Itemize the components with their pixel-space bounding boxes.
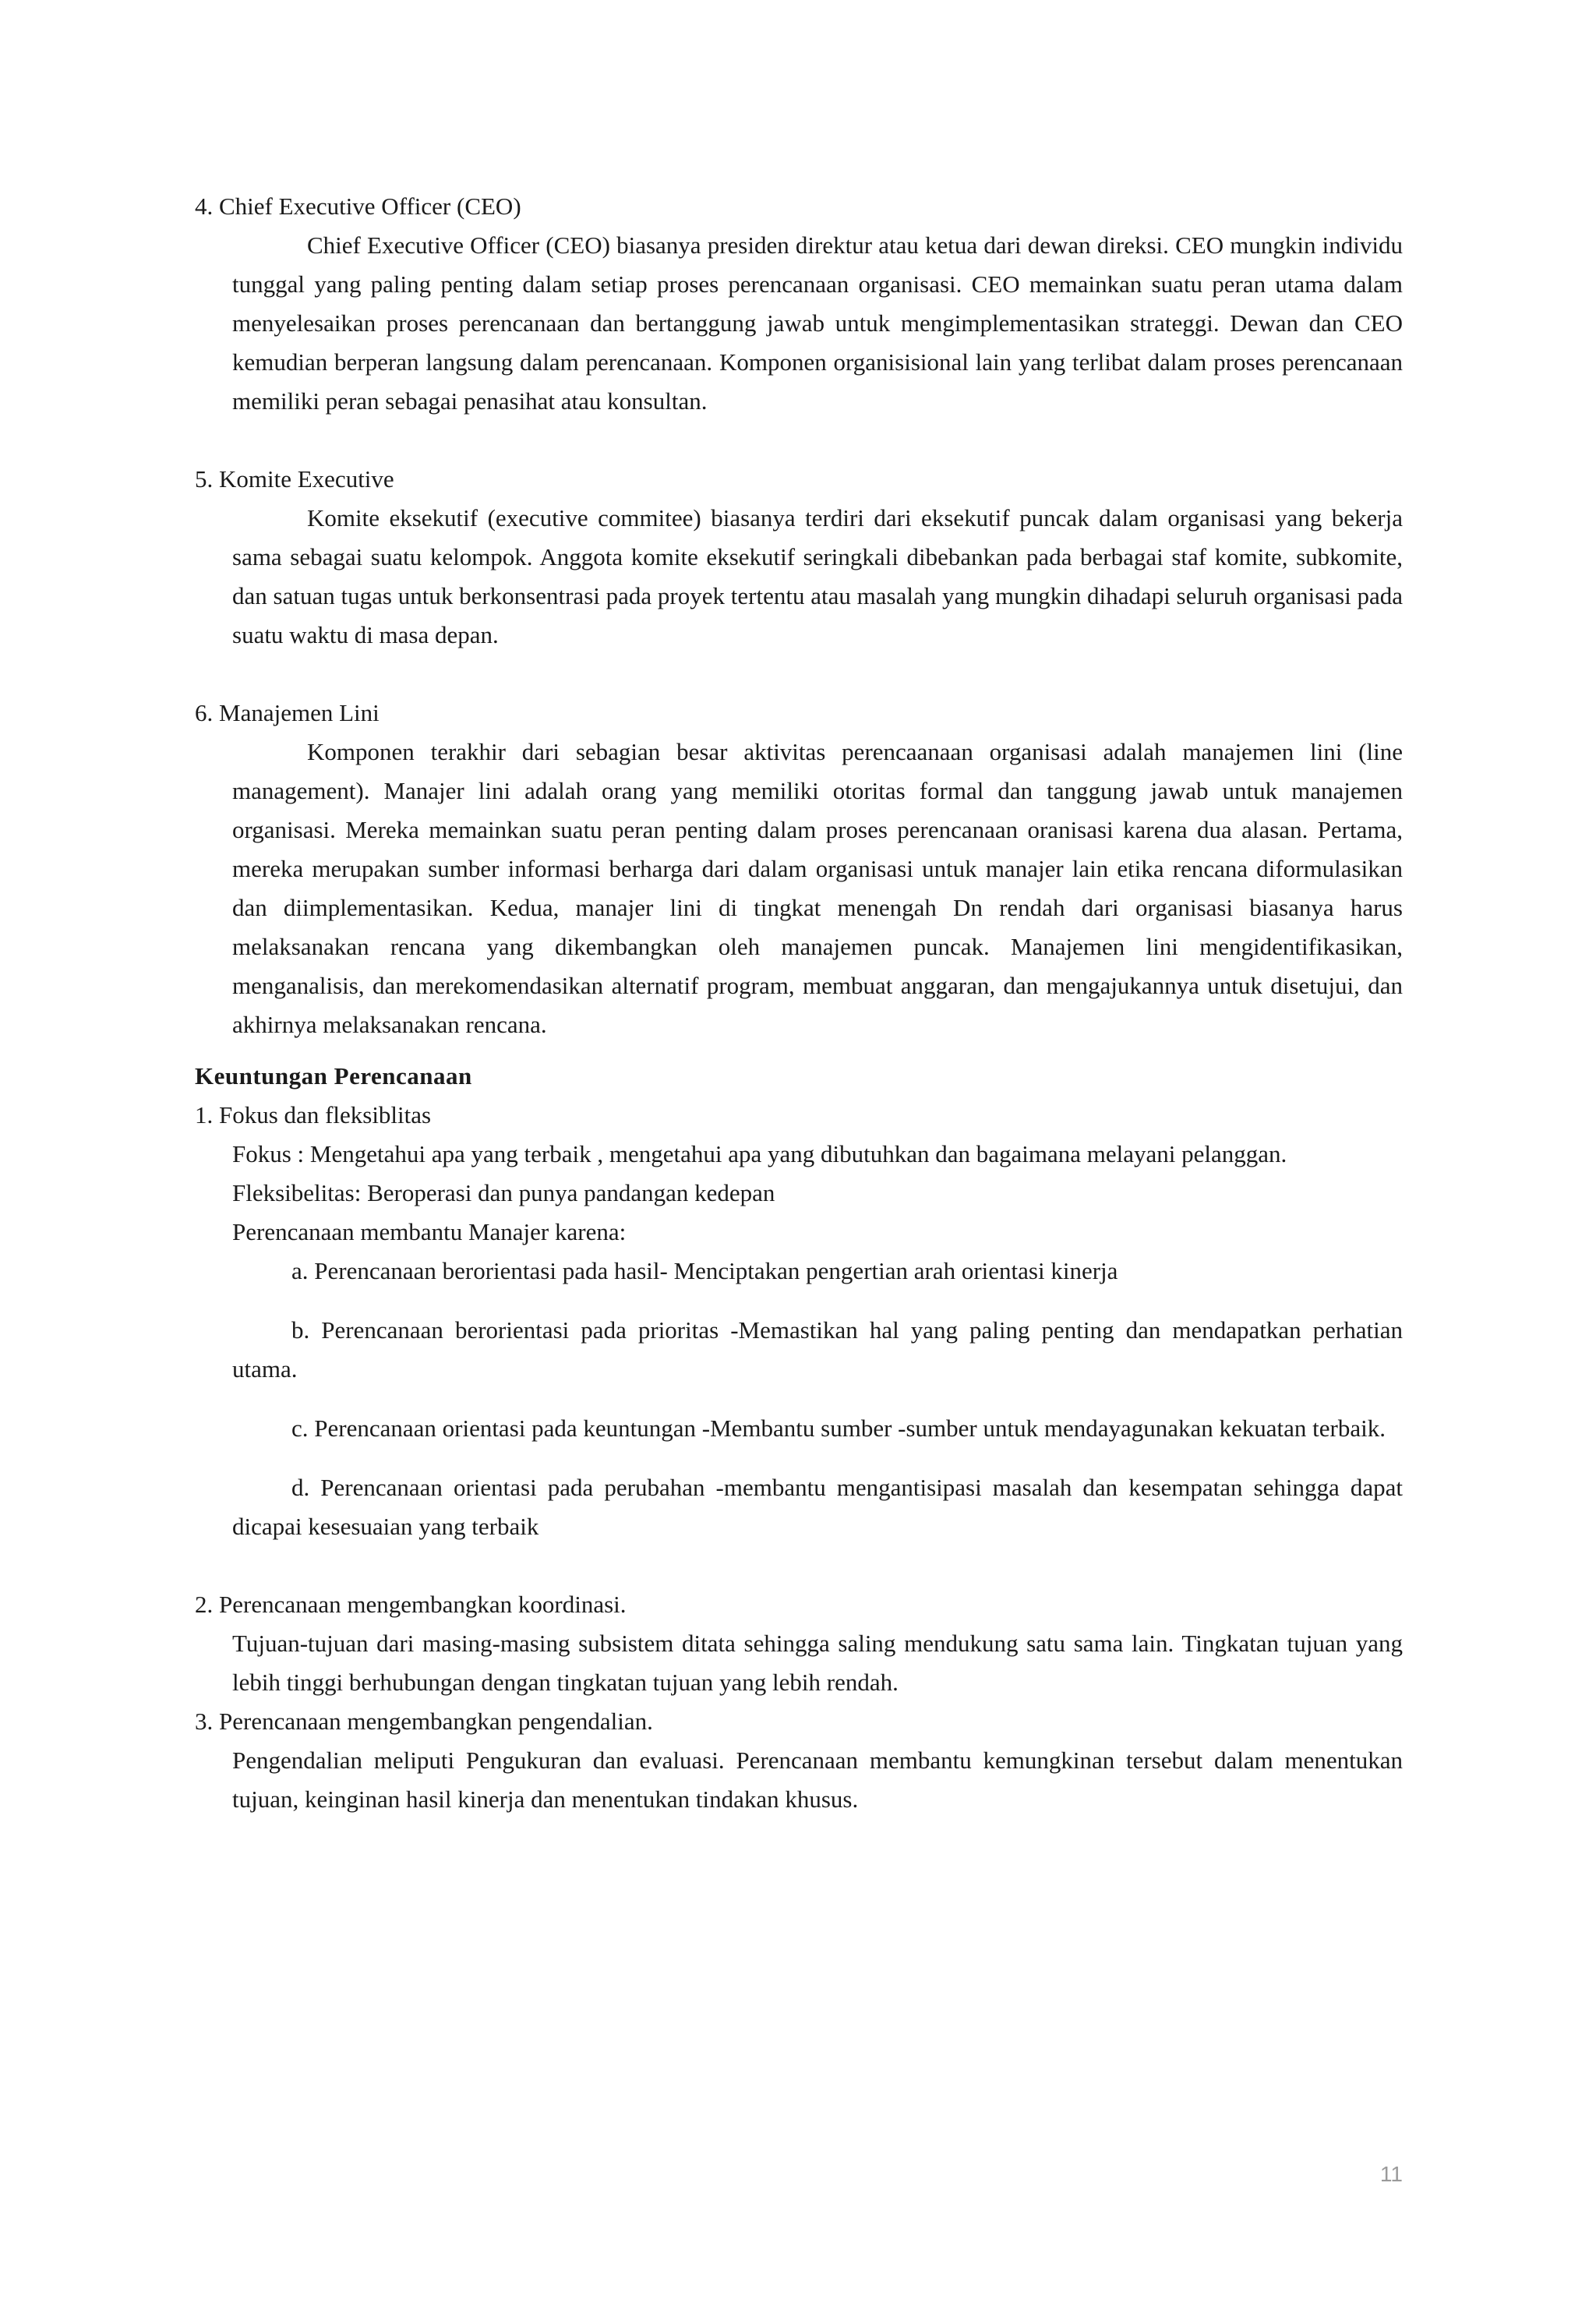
page-number: 11 bbox=[1379, 2162, 1403, 2186]
keuntungan-item1-title: 1. Fokus dan fleksiblitas bbox=[195, 1101, 432, 1128]
keuntungan-heading: Keuntungan Perencanaan bbox=[195, 1062, 472, 1090]
point-d-text: d. Perencanaan orientasi pada perubahan -membantu mengantisipasi masalah dan kesempatan sehingga dapat dicapai kesesuaian yang terbaik bbox=[232, 1474, 1403, 1540]
document-page bbox=[195, 187, 1403, 1819]
section-body-komite: Komite eksekutif (executive commitee) biasanya terdiri dari eksekutif puncak dalam organisasi yang bekerja sama sebagai suatu kelompok. Anggota komite eksekutif seringkali dibebankan pada berbagai staf komite, subkomite, dan satuan tugas untuk berkonsentrasi pada proyek tertentu atau masalah yang mungkin dihadapi seluruh organisasi pada suatu waktu di masa depan. bbox=[232, 504, 1403, 648]
fleksibelitas-text: Fleksibelitas: Beroperasi dan punya pandangan kedepan bbox=[232, 1179, 775, 1206]
keuntungan-item2-body: Tujuan-tujuan dari masing-masing subsistem ditata sehingga saling mendukung satu sama lain. Tingkatan tujuan yang lebih tinggi berhubungan dengan tingkatan tujuan yang lebih rendah. bbox=[232, 1630, 1403, 1696]
fokus-text: Fokus : Mengetahui apa yang terbaik , mengetahui apa yang dibutuhkan dan bagaimana melayani pelanggan. bbox=[232, 1140, 1287, 1167]
point-b-text: b. Perencanaan berorientasi pada prioritas -Memastikan hal yang paling penting dan mendapatkan perhatian utama. bbox=[232, 1316, 1403, 1383]
section-title-lini: 6. Manajemen Lini bbox=[195, 699, 380, 726]
section-title-komite: 5. Komite Executive bbox=[195, 465, 394, 493]
keuntungan-item2-title: 2. Perencanaan mengembangkan koordinasi. bbox=[195, 1591, 627, 1618]
point-c-text: c. Perencanaan orientasi pada keuntungan -Membantu sumber -sumber untuk mendayagunakan kekuatan terbaik. bbox=[291, 1415, 1386, 1442]
section-body-ceo: Chief Executive Officer (CEO) biasanya presiden direktur atau ketua dari dewan direksi. CEO mungkin individu tunggal yang paling penting dalam setiap proses perencanaan organisasi. CEO memainkan suatu peran utama dalam menyelesaikan proses perencanaan dan bertanggung jawab untuk mengimplementasikan strateggi. Dewan dan CEO kemudian berperan langsung dalam perencanaan. Komponen organisisional lain yang terlibat dalam proses perencanaan memiliki peran sebagai penasihat atau konsultan. bbox=[232, 231, 1403, 415]
keuntungan-item3-title: 3. Perencanaan mengembangkan pengendalian. bbox=[195, 1708, 653, 1735]
manajer-intro-text: Perencanaan membantu Manajer karena: bbox=[232, 1218, 627, 1245]
section-title-ceo: 4. Chief Executive Officer (CEO) bbox=[195, 192, 521, 220]
section-body-lini: Komponen terakhir dari sebagian besar aktivitas perencaanaan organisasi adalah manajemen lini (line management). Manajer lini adalah orang yang memiliki otoritas formal dan tanggung jawab untuk manajemen organisasi. Mereka memainkan suatu peran penting dalam proses perencanaan oranisasi karena dua alasan. Pertama, mereka merupakan sumber informasi berharga dari dalam organisasi untuk manajer lain etika rencana diformulasikan dan diimplementasikan. Kedua, manajer lini di tingkat menengah Dn rendah dari organisasi biasanya harus melaksanakan rencana yang dikembangkan oleh manajemen puncak. Manajemen lini mengidentifikasikan, menganalisis, dan merekomendasikan alternatif program, membuat anggaran, dan mengajukannya untuk disetujui, dan akhirnya melaksanakan rencana. bbox=[232, 738, 1403, 1038]
keuntungan-item3-body: Pengendalian meliputi Pengukuran dan evaluasi. Perencanaan membantu kemungkinan tersebut dalam menentukan tujuan, keinginan hasil kinerja dan menentukan tindakan khusus. bbox=[232, 1747, 1403, 1813]
point-a-text: a. Perencanaan berorientasi pada hasil- Menciptakan pengertian arah orientasi kinerja bbox=[291, 1257, 1118, 1284]
